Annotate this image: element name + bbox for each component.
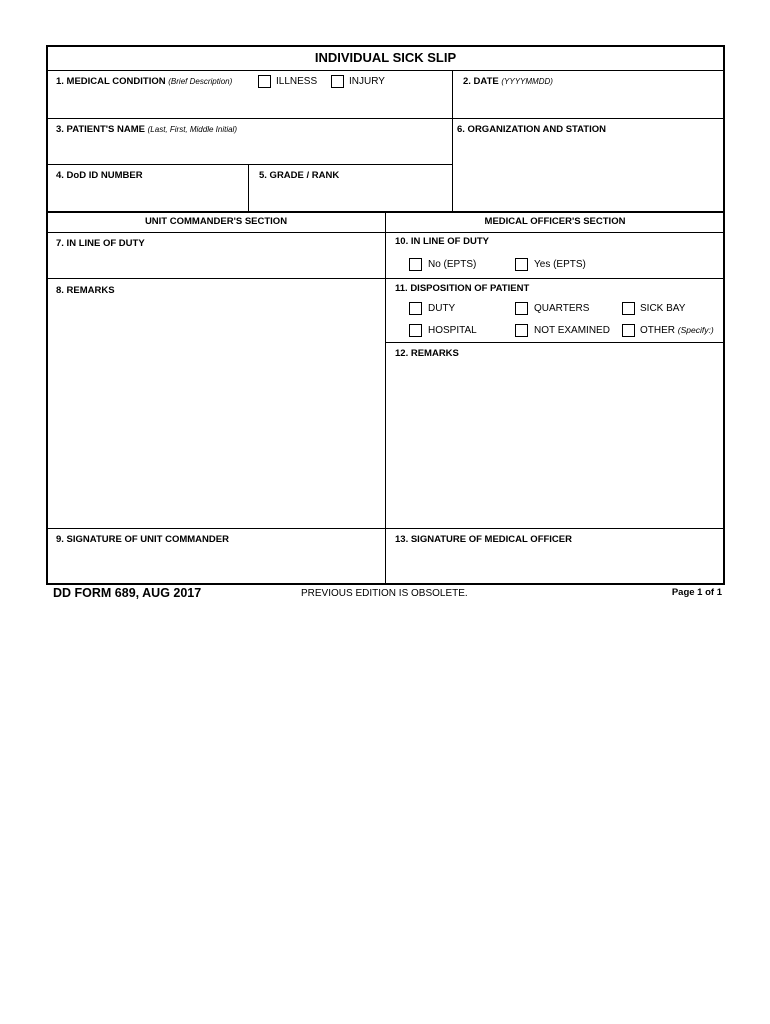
unit-remarks-field[interactable] [48, 298, 383, 526]
unit-line-of-duty-field[interactable] [48, 252, 383, 277]
left-row7-divider [47, 278, 385, 279]
section-divider [385, 211, 386, 584]
unit-commander-signature-field[interactable] [48, 548, 383, 583]
dod-id-label: 4. DoD ID NUMBER [56, 170, 143, 181]
medical-remarks-field[interactable] [387, 362, 722, 526]
unit-remarks-label: 8. REMARKS [56, 285, 115, 296]
illness-label: ILLNESS [276, 76, 318, 87]
unit-commander-signature-label: 9. SIGNATURE OF UNIT COMMANDER [56, 534, 229, 545]
dodid-grade-divider [248, 164, 249, 211]
date-divider [452, 70, 453, 211]
right-row10-divider [385, 278, 724, 279]
dod-id-field[interactable] [48, 184, 246, 210]
medical-officer-section-title: MEDICAL OFFICER'S SECTION [484, 216, 626, 227]
medical-officer-signature-label: 13. SIGNATURE OF MEDICAL OFFICER [395, 534, 572, 545]
hospital-label: HOSPITAL [428, 325, 477, 336]
sick-bay-label: SICK BAY [640, 303, 686, 314]
grade-rank-field[interactable] [250, 184, 450, 210]
date-field[interactable] [454, 90, 722, 117]
patient-name-field[interactable] [48, 138, 450, 163]
unit-line-of-duty-label: 7. IN LINE OF DUTY [56, 238, 145, 249]
medical-condition-label: 1. MEDICAL CONDITION (Brief Description) [56, 76, 233, 87]
grade-rank-label: 5. GRADE / RANK [259, 170, 340, 181]
date-label: 2. DATE (YYYYMMDD) [463, 76, 553, 87]
disposition-label: 11. DISPOSITION OF PATIENT [395, 283, 530, 294]
injury-checkbox[interactable] [331, 75, 344, 88]
other-label: OTHER (Specify:) [640, 325, 714, 336]
no-epts-label: No (EPTS) [428, 259, 477, 270]
page-number: Page 1 of 1 [671, 587, 722, 598]
injury-label: INJURY [349, 76, 385, 87]
unit-commander-section-title: UNIT COMMANDER'S SECTION [144, 216, 288, 227]
row2-divider [47, 164, 453, 165]
sick-bay-checkbox[interactable] [622, 302, 635, 315]
yes-epts-checkbox[interactable] [515, 258, 528, 271]
duty-label: DUTY [428, 303, 456, 314]
patient-name-label: 3. PATIENT'S NAME (Last, First, Middle Initial) [56, 124, 237, 135]
title-divider [47, 70, 724, 71]
not-examined-label: NOT EXAMINED [534, 325, 610, 336]
right-row11-divider [385, 342, 724, 343]
medical-line-of-duty-label: 10. IN LINE OF DUTY [395, 236, 489, 247]
medical-remarks-label: 12. REMARKS [395, 348, 459, 359]
medical-condition-field[interactable] [48, 91, 450, 117]
organization-station-label: 6. ORGANIZATION AND STATION [457, 124, 607, 135]
organization-station-field[interactable] [454, 138, 722, 210]
edition-notice: PREVIOUS EDITION IS OBSOLETE. [301, 588, 468, 599]
quarters-checkbox[interactable] [515, 302, 528, 315]
yes-epts-label: Yes (EPTS) [534, 259, 586, 270]
form-title: INDIVIDUAL SICK SLIP [314, 50, 457, 65]
other-checkbox[interactable] [622, 324, 635, 337]
illness-checkbox[interactable] [258, 75, 271, 88]
form-number: DD FORM 689, AUG 2017 [53, 586, 202, 600]
duty-checkbox[interactable] [409, 302, 422, 315]
row1-divider [47, 118, 724, 119]
no-epts-checkbox[interactable] [409, 258, 422, 271]
quarters-label: QUARTERS [534, 303, 590, 314]
not-examined-checkbox[interactable] [515, 324, 528, 337]
medical-officer-signature-field[interactable] [387, 548, 722, 583]
hospital-checkbox[interactable] [409, 324, 422, 337]
